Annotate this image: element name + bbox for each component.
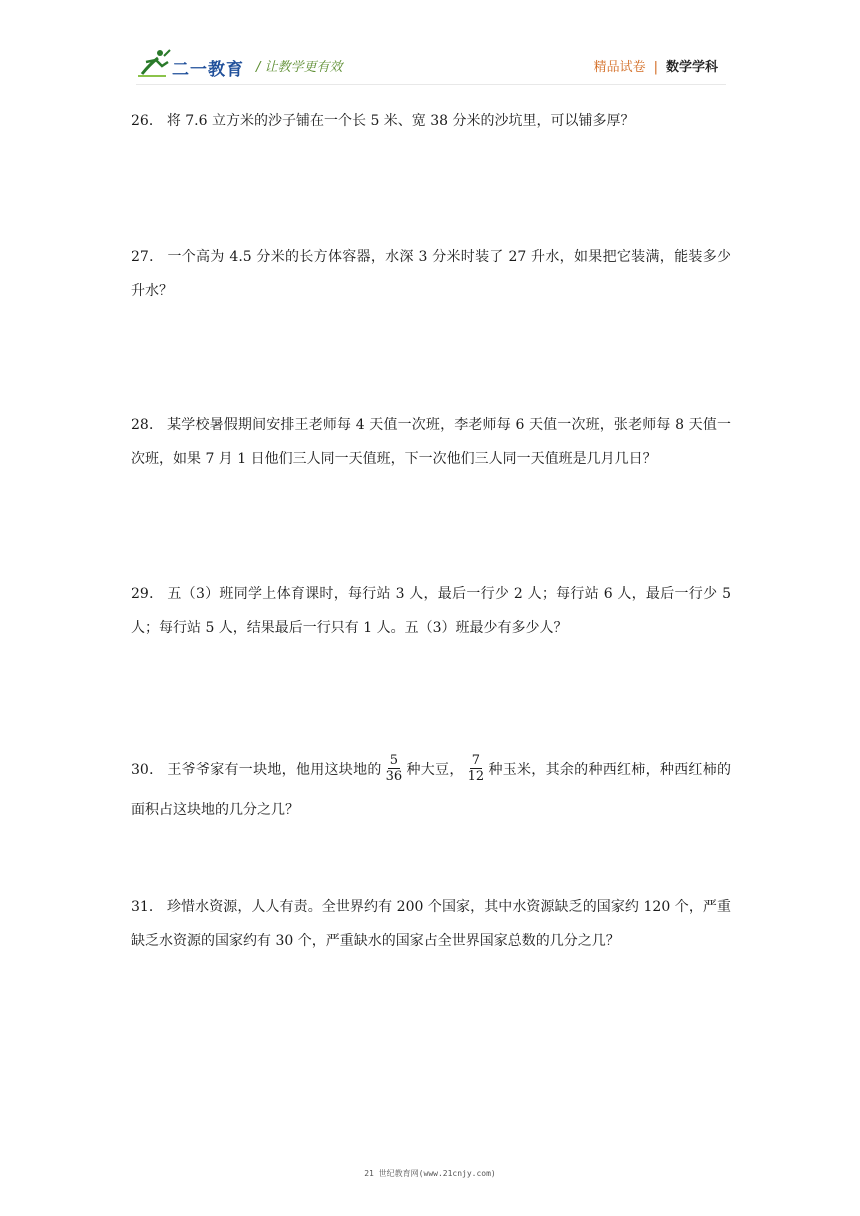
header-right bbox=[594, 56, 718, 75]
page-header bbox=[0, 0, 860, 100]
question-number: 28． bbox=[131, 417, 164, 433]
question-text-part3: 种玉米，其余的种西红柿，种西红柿的面积占这块地的几分之几？ bbox=[131, 762, 732, 818]
question-text: 五（3）班同学上体育课时，每行站 3 人，最后一行少 2 人；每行站 6 人，最后一行少 5 人；每行站 5 人，结果最后一行只有 1 人。五（3）班最少有多少人？ bbox=[131, 586, 731, 636]
header-separator: | bbox=[653, 60, 658, 75]
page-footer: 21 世纪教育网(www.21cnjy.com) bbox=[364, 1169, 496, 1178]
question-number: 31． bbox=[131, 899, 163, 915]
question-text: 一个高为 4.5 分米的长方体容器，水深 3 分米时装了 27 升水，如果把它装满，能装多少升水？ bbox=[131, 249, 731, 299]
slogan: / 让教学更有效 bbox=[256, 60, 343, 75]
question-27 bbox=[131, 240, 731, 308]
fraction-denominator: 36 bbox=[385, 768, 403, 784]
fraction-numerator: 7 bbox=[471, 752, 481, 768]
question-text-part1: 王爷爷家有一块地，他用这块地的 bbox=[167, 762, 382, 778]
question-text: 珍惜水资源，人人有责。全世界约有 200 个国家，其中水资源缺乏的国家约 120 个，严重缺乏水资源的国家约有 30 个，严重缺水的国家占全世界国家总数的几分之几？ bbox=[131, 899, 731, 949]
brand-name: 二一教育 bbox=[172, 60, 244, 80]
subject-label: 数学学科 bbox=[665, 60, 718, 75]
question-30 bbox=[131, 750, 731, 830]
question-text: 将 7.6 立方米的沙子铺在一个长 5 米、宽 38 分米的沙坑里，可以铺多厚？ bbox=[166, 113, 635, 129]
question-text: 某学校暑假期间安排王老师每 4 天值一次班，李老师每 6 天值一次班，张老师每 8 天值一次班，如果 7 月 1 日他们三人同一天值班，下一次他们三人同一天值班是几月几日？ bbox=[131, 417, 731, 467]
question-number: 27． bbox=[131, 249, 164, 265]
fraction-5-36 bbox=[384, 753, 405, 784]
exam-tag: 精品试卷 bbox=[593, 60, 646, 75]
fraction-numerator: 5 bbox=[389, 752, 399, 768]
question-text-part2: 种大豆， bbox=[406, 762, 464, 778]
question-26 bbox=[131, 104, 731, 138]
fraction-7-12 bbox=[466, 753, 487, 784]
question-31 bbox=[131, 890, 731, 958]
header-divider bbox=[136, 84, 726, 85]
question-number: 30． bbox=[131, 762, 164, 778]
question-28 bbox=[131, 408, 731, 476]
fraction-denominator: 12 bbox=[467, 768, 485, 784]
question-29 bbox=[131, 577, 731, 645]
question-number: 26． bbox=[131, 113, 163, 129]
question-number: 29． bbox=[131, 586, 164, 602]
